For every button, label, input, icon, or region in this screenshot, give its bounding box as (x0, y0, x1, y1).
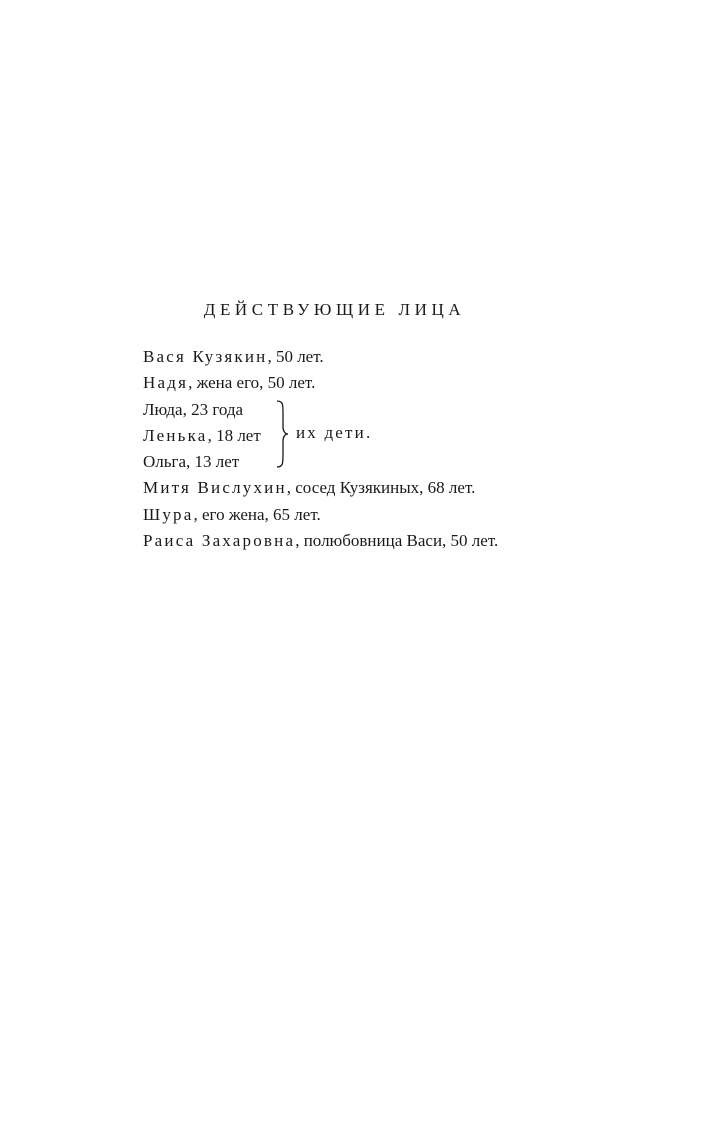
character-name: Ольга (143, 452, 187, 472)
character-description: , 18 лет (207, 425, 261, 445)
character-name: Люда (143, 399, 183, 419)
curly-brace-icon (275, 399, 289, 469)
character-description: , сосед Кузякиных, 68 лет. (286, 478, 476, 498)
cast-entry-shura (143, 502, 498, 528)
cast-entry-lyuda (143, 397, 243, 423)
cast-entry-raisa (143, 528, 498, 554)
cast-entry-vasya (143, 344, 498, 370)
children-group-label: их дети. (296, 423, 373, 442)
character-description: , его жена, 65 лет. (193, 504, 321, 524)
character-name: Раиса Захаровна (143, 531, 296, 551)
cast-entry-mitya (143, 475, 498, 501)
character-description: , 50 лет. (267, 347, 324, 366)
character-name: Митя Вислухин (143, 478, 287, 498)
character-description: , 23 года (182, 399, 244, 419)
cast-entry-olga (143, 449, 239, 475)
cast-list (143, 344, 498, 554)
character-name: Шура (143, 504, 194, 524)
character-name: Вася Кузякин (143, 347, 268, 366)
character-description: , 13 лет (186, 452, 240, 472)
cast-heading: ДЕЙСТВУЮЩИЕ ЛИЦА (203, 300, 466, 319)
cast-entry-nadya (143, 370, 498, 396)
cast-entry-lenka (143, 423, 261, 449)
character-description: , полюбовница Васи, 50 лет. (295, 531, 499, 551)
character-name: Надя (143, 373, 189, 393)
character-name: Ленька (143, 425, 208, 445)
character-description: , жена его, 50 лет. (188, 373, 316, 393)
